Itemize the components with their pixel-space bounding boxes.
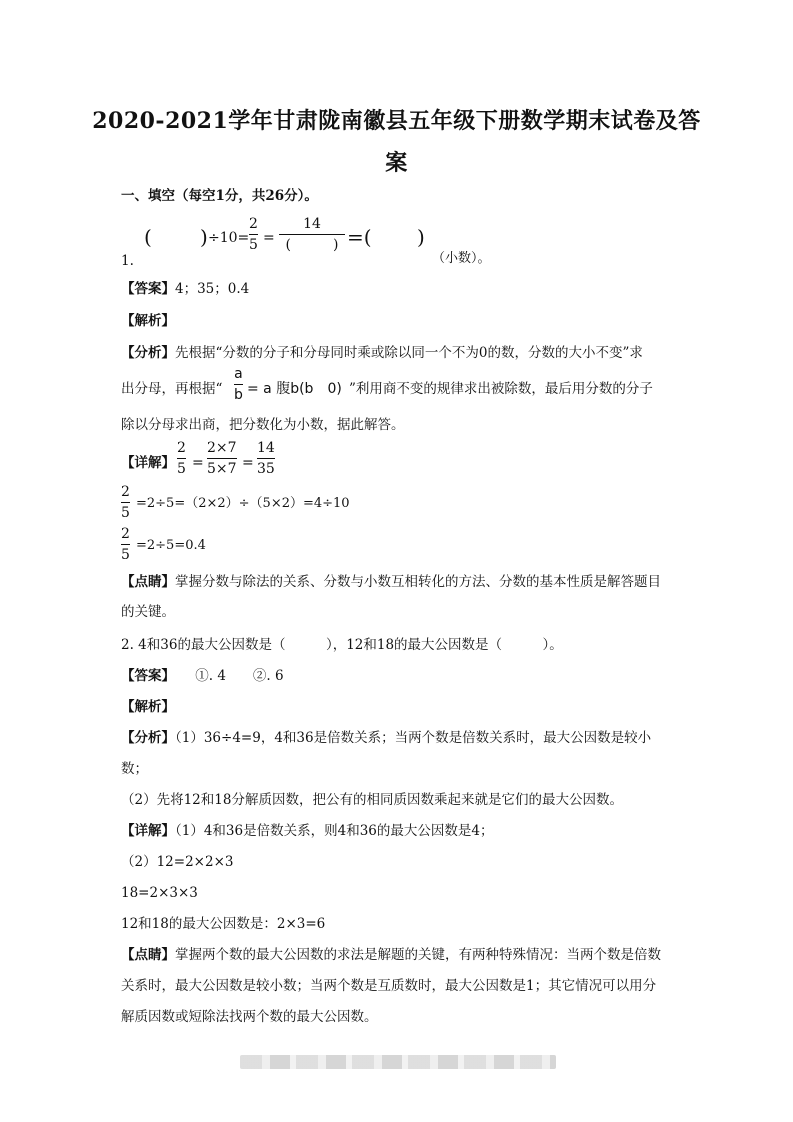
xj2-den: 5 — [121, 505, 130, 521]
q1-right-paren: ) — [200, 225, 208, 249]
xj3-num: 2 — [121, 526, 130, 542]
q1-xj-frac3 — [257, 440, 275, 477]
q1-xj3-rest: =2÷5=0.4 — [136, 538, 206, 553]
q1-xj-eq2: = — [242, 455, 254, 471]
doc-title-line2: 案 — [385, 150, 408, 176]
q1-fenxi-text1: 先根据“分数的分子和分母同时乘或除以同一个不为0的数，分数的大小不变”求 — [175, 345, 643, 361]
q1-fenxi-formula: = a 腹b(b 0) — [247, 381, 342, 397]
q2-xiangjie-line3: 18=2×3×3 — [121, 885, 198, 901]
q1-xj-frac1 — [177, 440, 186, 477]
q1-analysis-heading: 【解析】 — [121, 313, 175, 329]
doc-title-line1: 2020-2021学年甘肃陇南徽县五年级下册数学期末试卷及答 — [92, 108, 701, 134]
q2-fenxi-line1 — [121, 729, 677, 747]
fraction-bar — [177, 458, 186, 459]
q2-dianjing-line2: 关系时，最大公因数是较小数；当两个数是互质数时，最大公因数是1；其它情况可以用分 — [121, 978, 657, 994]
section-heading: 一、填空（每空1分，共26分）。 — [121, 188, 318, 204]
q1-fenxi-line1 — [121, 344, 677, 362]
q2-analysis-heading: 【解析】 — [121, 699, 175, 715]
q1-divide-ten: ÷10= — [208, 230, 250, 246]
q2-xiangjie-line1 — [121, 822, 677, 840]
xj-f2-den: 5×7 — [207, 461, 237, 477]
xj-f3-num: 14 — [257, 440, 275, 456]
q2-question: 2. 4和36的最大公因数是（ ），12和18的最大公因数是（ ）。 — [121, 637, 563, 653]
fraction-bar — [249, 234, 258, 235]
q2-dianjing-line3: 解质因数或短除法找两个数的最大公因数。 — [121, 1009, 378, 1025]
q2-answer — [121, 667, 677, 685]
q1-frac-b-den: ( ) — [285, 237, 339, 253]
xiangjie-label: 【详解】 — [121, 823, 175, 839]
q2-xiangjie-line4: 12和18的最大公因数是：2×3=6 — [121, 916, 326, 932]
fraction-bar — [279, 234, 345, 235]
q1-dianjing-line2: 的关键。 — [121, 604, 175, 620]
fraction-bar — [234, 384, 243, 385]
fenxi-label: 【分析】 — [121, 345, 175, 361]
q1-frac-a-den: 5 — [249, 237, 258, 253]
q2-fenxi-line3: （2）先将12和18分解质因数，把公有的相同质因数乘起来就是它们的最大公因数。 — [121, 792, 623, 808]
q1-fenxi-line2b: ”利用商不变的规律求出被除数，最后用分数的分子 — [349, 381, 653, 397]
xj-f1-den: 5 — [177, 461, 186, 477]
q1-tail: （小数）。 — [432, 251, 491, 266]
q1-answer — [121, 280, 677, 298]
q1-xiangjie-label: 【详解】 — [121, 455, 175, 471]
q2-answer-text: ①. 4 ②. 6 — [168, 668, 284, 684]
q1-dianjing-text1: 掌握分数与除法的关系、分数与小数互相转化的方法、分数的基本性质是解答题目 — [175, 574, 661, 590]
q2-dianjing-text1: 掌握两个数的最大公因数的求法是解题的关键，有两种特殊情况：当两个数是倍数 — [175, 947, 661, 963]
q1-left-paren: ( — [144, 225, 152, 249]
xj-f2-num: 2×7 — [207, 440, 237, 456]
xj-f1-num: 2 — [177, 440, 186, 456]
answer-label: 【答案】 — [121, 668, 169, 684]
q1-xj-frac2 — [207, 440, 237, 477]
q1-answer-text: 4；35；0.4 — [175, 281, 250, 297]
q1-equals-1: = — [263, 230, 275, 246]
q1-xj2-frac — [121, 484, 130, 521]
q1-fenxi-line2a: 出分母，再根据“ — [121, 381, 223, 397]
q1-xj-eq1: = — [192, 455, 204, 471]
q1-frac-b-num: 14 — [303, 216, 321, 232]
q1-xj3-frac — [121, 526, 130, 563]
fenxi-label: 【分析】 — [121, 730, 175, 746]
blurred-footer-watermark — [240, 1055, 556, 1069]
answer-label: 【答案】 — [121, 281, 175, 297]
fenxi-frac-den: b — [234, 387, 243, 403]
fraction-bar — [121, 544, 130, 545]
q1-dianjing-line1 — [121, 573, 677, 591]
q1-fraction-two-fifths — [249, 216, 258, 253]
q2-fenxi-text1: （1）36÷4=9，4和36是倍数关系；当两个数是倍数关系时，最大公因数是较小 — [175, 730, 652, 746]
dianjing-label: 【点睛】 — [121, 947, 175, 963]
q1-fenxi-line3: 除以分母求出商，把分数化为小数，据此解答。 — [121, 417, 405, 433]
q1-number: 1. — [121, 253, 134, 269]
q1-fenxi-fraction — [234, 366, 243, 403]
q2-fenxi-line2: 数； — [121, 761, 148, 777]
q1-xj2-rest: =2÷5=（2×2）÷（5×2）=4÷10 — [136, 496, 350, 511]
q2-xiangjie-line2: （2）12=2×2×3 — [121, 854, 234, 870]
q1-fraction-fourteen — [279, 216, 345, 253]
q1-right-paren-2: ) — [417, 225, 425, 249]
q1-frac-a-num: 2 — [249, 216, 258, 232]
fraction-bar — [207, 458, 237, 459]
q2-dianjing-line1 — [121, 946, 677, 964]
xj3-den: 5 — [121, 547, 130, 563]
xj-f3-den: 35 — [257, 461, 275, 477]
dianjing-label: 【点睛】 — [121, 574, 175, 590]
fenxi-frac-num: a — [234, 366, 243, 382]
q2-xj-text1: （1）4和36是倍数关系，则4和36的最大公因数是4； — [175, 823, 494, 839]
q1-equals-paren: =( — [347, 225, 372, 249]
fraction-bar — [121, 502, 130, 503]
xj2-num: 2 — [121, 484, 130, 500]
fraction-bar — [257, 458, 275, 459]
